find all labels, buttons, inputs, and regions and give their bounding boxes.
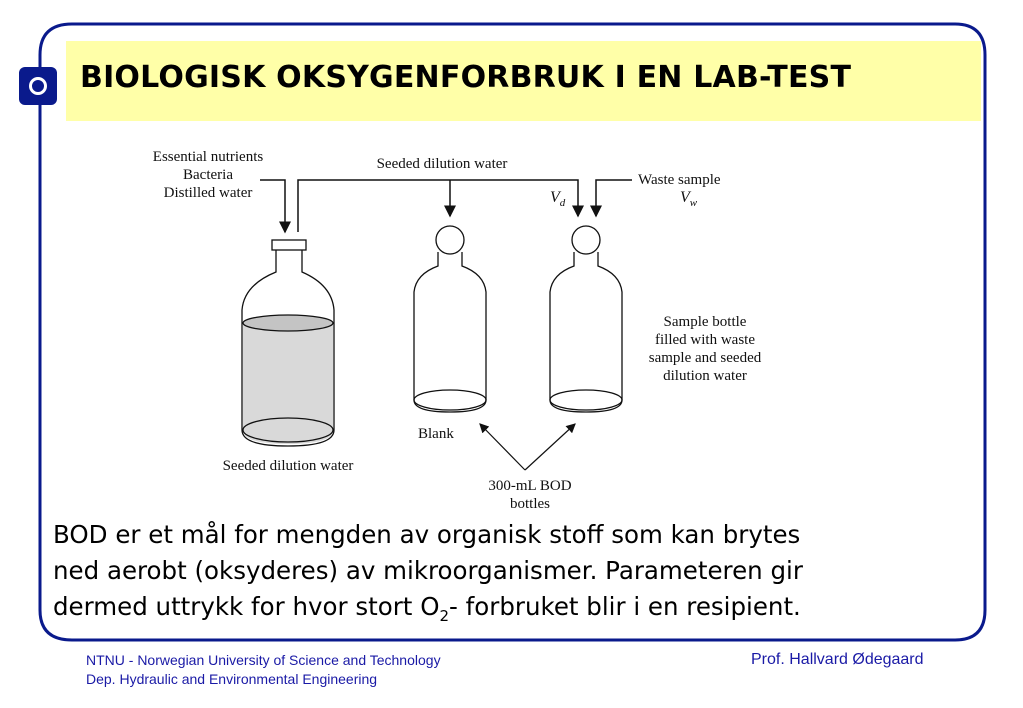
label-vw: $V_w$ xyxy=(680,189,698,209)
body-line-1: BOD er et mål for mengden av organisk stoff som kan brytes xyxy=(53,520,801,549)
bod-diagram xyxy=(120,140,820,520)
label-bod-bottles-2: bottles xyxy=(510,496,550,512)
label-essential-nutrients: Essential nutrients xyxy=(152,149,264,165)
ntnu-logo-icon xyxy=(19,67,57,105)
footer-institution-block xyxy=(86,651,441,689)
arrow-bod-sample xyxy=(525,424,575,470)
label-bacteria: Bacteria xyxy=(183,167,233,183)
footer-author: Prof. Hallvard Ødegaard xyxy=(751,651,924,668)
label-sample-4: dilution water xyxy=(663,368,747,384)
label-big-bottle: Seeded dilution water xyxy=(222,458,354,474)
big-bottle xyxy=(242,240,334,446)
label-distilled-water: Distilled water xyxy=(163,185,253,201)
label-bod-bottles-1: 300-mL BOD xyxy=(488,478,572,494)
body-paragraph xyxy=(53,517,988,634)
footer-department: Dep. Hydraulic and Environmental Engineering xyxy=(86,671,378,687)
label-seeded-dilution-top: Seeded dilution water xyxy=(376,156,508,172)
label-sample-1: Sample bottle xyxy=(663,314,747,330)
label-blank: Blank xyxy=(418,426,454,442)
label-waste-sample: Waste sample xyxy=(638,172,721,188)
blank-bottle xyxy=(414,226,486,412)
arrow-inputs xyxy=(260,180,285,232)
arrow-bod-blank xyxy=(480,424,525,470)
label-sample-3: sample and seeded xyxy=(648,350,762,366)
sample-bottle xyxy=(550,226,622,412)
slide-title: BIOLOGISK OKSYGENFORBRUK I EN LAB-TEST xyxy=(80,60,852,95)
label-sample-2: filled with waste xyxy=(655,332,755,348)
body-line-3: dermed uttrykk for hvor stort $O_2-$ forbruket blir i en resipient. xyxy=(53,592,801,625)
label-vd: $V_d$ xyxy=(550,189,566,209)
footer-institution: NTNU - Norwegian University of Science and Technology xyxy=(86,652,441,668)
body-line-2: ned aerobt (oksyderes) av mikroorganismer. Parameteren gir xyxy=(53,556,803,585)
arrow-waste xyxy=(596,180,632,216)
line-seeded xyxy=(298,180,578,232)
